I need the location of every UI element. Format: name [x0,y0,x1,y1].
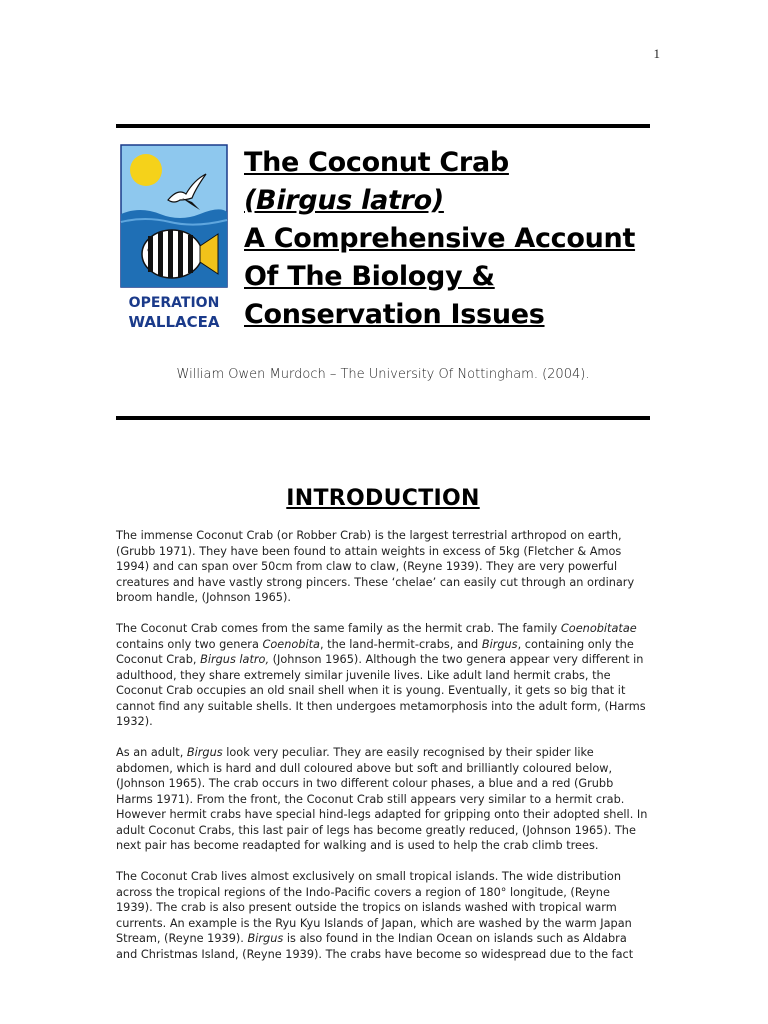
body-text [116,528,656,978]
title-line-1: The Coconut Crab [244,147,509,178]
text-line: The Coconut Crab lives almost exclusively on small tropical islands. The wide distribution [116,870,621,883]
page-number: 1 [653,46,660,61]
text-line: Harms 1971). From the front, the Coconut Crab still appears very similar to a hermit crab. [116,792,625,806]
title-line-3: A Comprehensive Account [244,223,636,254]
text-line: next pair has become readapted for walking and is used to help the crab climb trees. [116,839,599,852]
text-line: cannot find any suitable shells. It then undergoes metamorphosis into the adult form, (Harms [116,699,646,713]
text-line: 1939). The crab is also present outside the tropics on islands washed with tropical warm [116,901,617,914]
text-line: contains only two genera Coenobita, the land-hermit-crabs, and Birgus, containing only the [116,637,634,651]
title-line-5: Conservation Issues [244,299,545,330]
text-line: creatures and have vastly strong pincers. These ‘chelae’ can easily cut through an ordinary [116,575,635,589]
text-line: adult Coconut Crabs, this last pair of legs has become greatly reduced, (Johnson 1965). The [116,823,636,837]
text-line: The immense Coconut Crab (or Robber Crab) is the largest terrestrial arthropod on earth, [116,529,622,542]
text-line: As an adult, Birgus look very peculiar. They are easily recognised by their spider like [116,746,594,759]
text-line: The Coconut Crab comes from the same family as the hermit crab. The family Coenobitatae [116,622,637,635]
text-line: and Christmas Island, (Reyne 1939). The crabs have become so widespread due to the fact [116,947,634,961]
text-line: Coconut Crab, Birgus latro, (Johnson 1965). Although the two genera appear very different in [116,653,644,666]
paragraph-4 [116,869,656,962]
text-line: (Johnson 1965). The crab occurs in two different colour phases, a blue and a red (Grubb [116,777,614,790]
text-line: currents. An example is the Ryu Kyu Islands of Japan, which are washed by the warm Japan [116,916,632,930]
title-line-4: Of The Biology & [244,261,495,292]
text-line: 1994) and can span over 50cm from claw to claw, (Reyne 1939). They are very powerful [116,560,618,573]
text-line: across the tropical regions of the Indo-Pacific covers a region of 180° longitude, (Reyne [116,885,610,899]
text-line: Stream, (Reyne 1939). Birgus is also found in the Indian Ocean on islands such as Aldabra [116,932,627,945]
paragraph-1 [116,528,656,606]
text-line: adulthood, they share extremely similar juvenile lives. Like adult land hermit crabs, the [116,668,611,682]
top-rule [116,124,650,128]
paragraph-2 [116,621,656,730]
logo-line-1: OPERATION [128,295,220,311]
operation-wallacea-logo [120,144,228,332]
text-line: 1932). [116,715,153,728]
sun-icon [130,154,162,186]
text-line: However hermit crabs have special hind-legs adapted for gripping onto their adopted shell. In [116,808,648,821]
section-heading: INTRODUCTION [286,486,480,511]
author-line: William Owen Murdoch – The University Of Nottingham. (2004). [176,367,590,382]
logo-line-2: WALLACEA [128,313,220,331]
text-line: broom handle, (Johnson 1965). [116,591,291,604]
text-line: (Grubb 1971). They have been found to attain weights in excess of 5kg (Fletcher & Amos [116,544,622,558]
document-title [244,144,664,334]
bottom-rule [116,416,650,420]
text-line: Coconut Crab occupies an old snail shell when it is young. Eventually, it gets so big that it [116,684,626,697]
text-line: abdomen, which is hard and dull coloured above but soft and brilliantly coloured below, [116,761,613,775]
paragraph-3 [116,745,656,854]
title-line-2: (Birgus latro) [244,185,444,216]
